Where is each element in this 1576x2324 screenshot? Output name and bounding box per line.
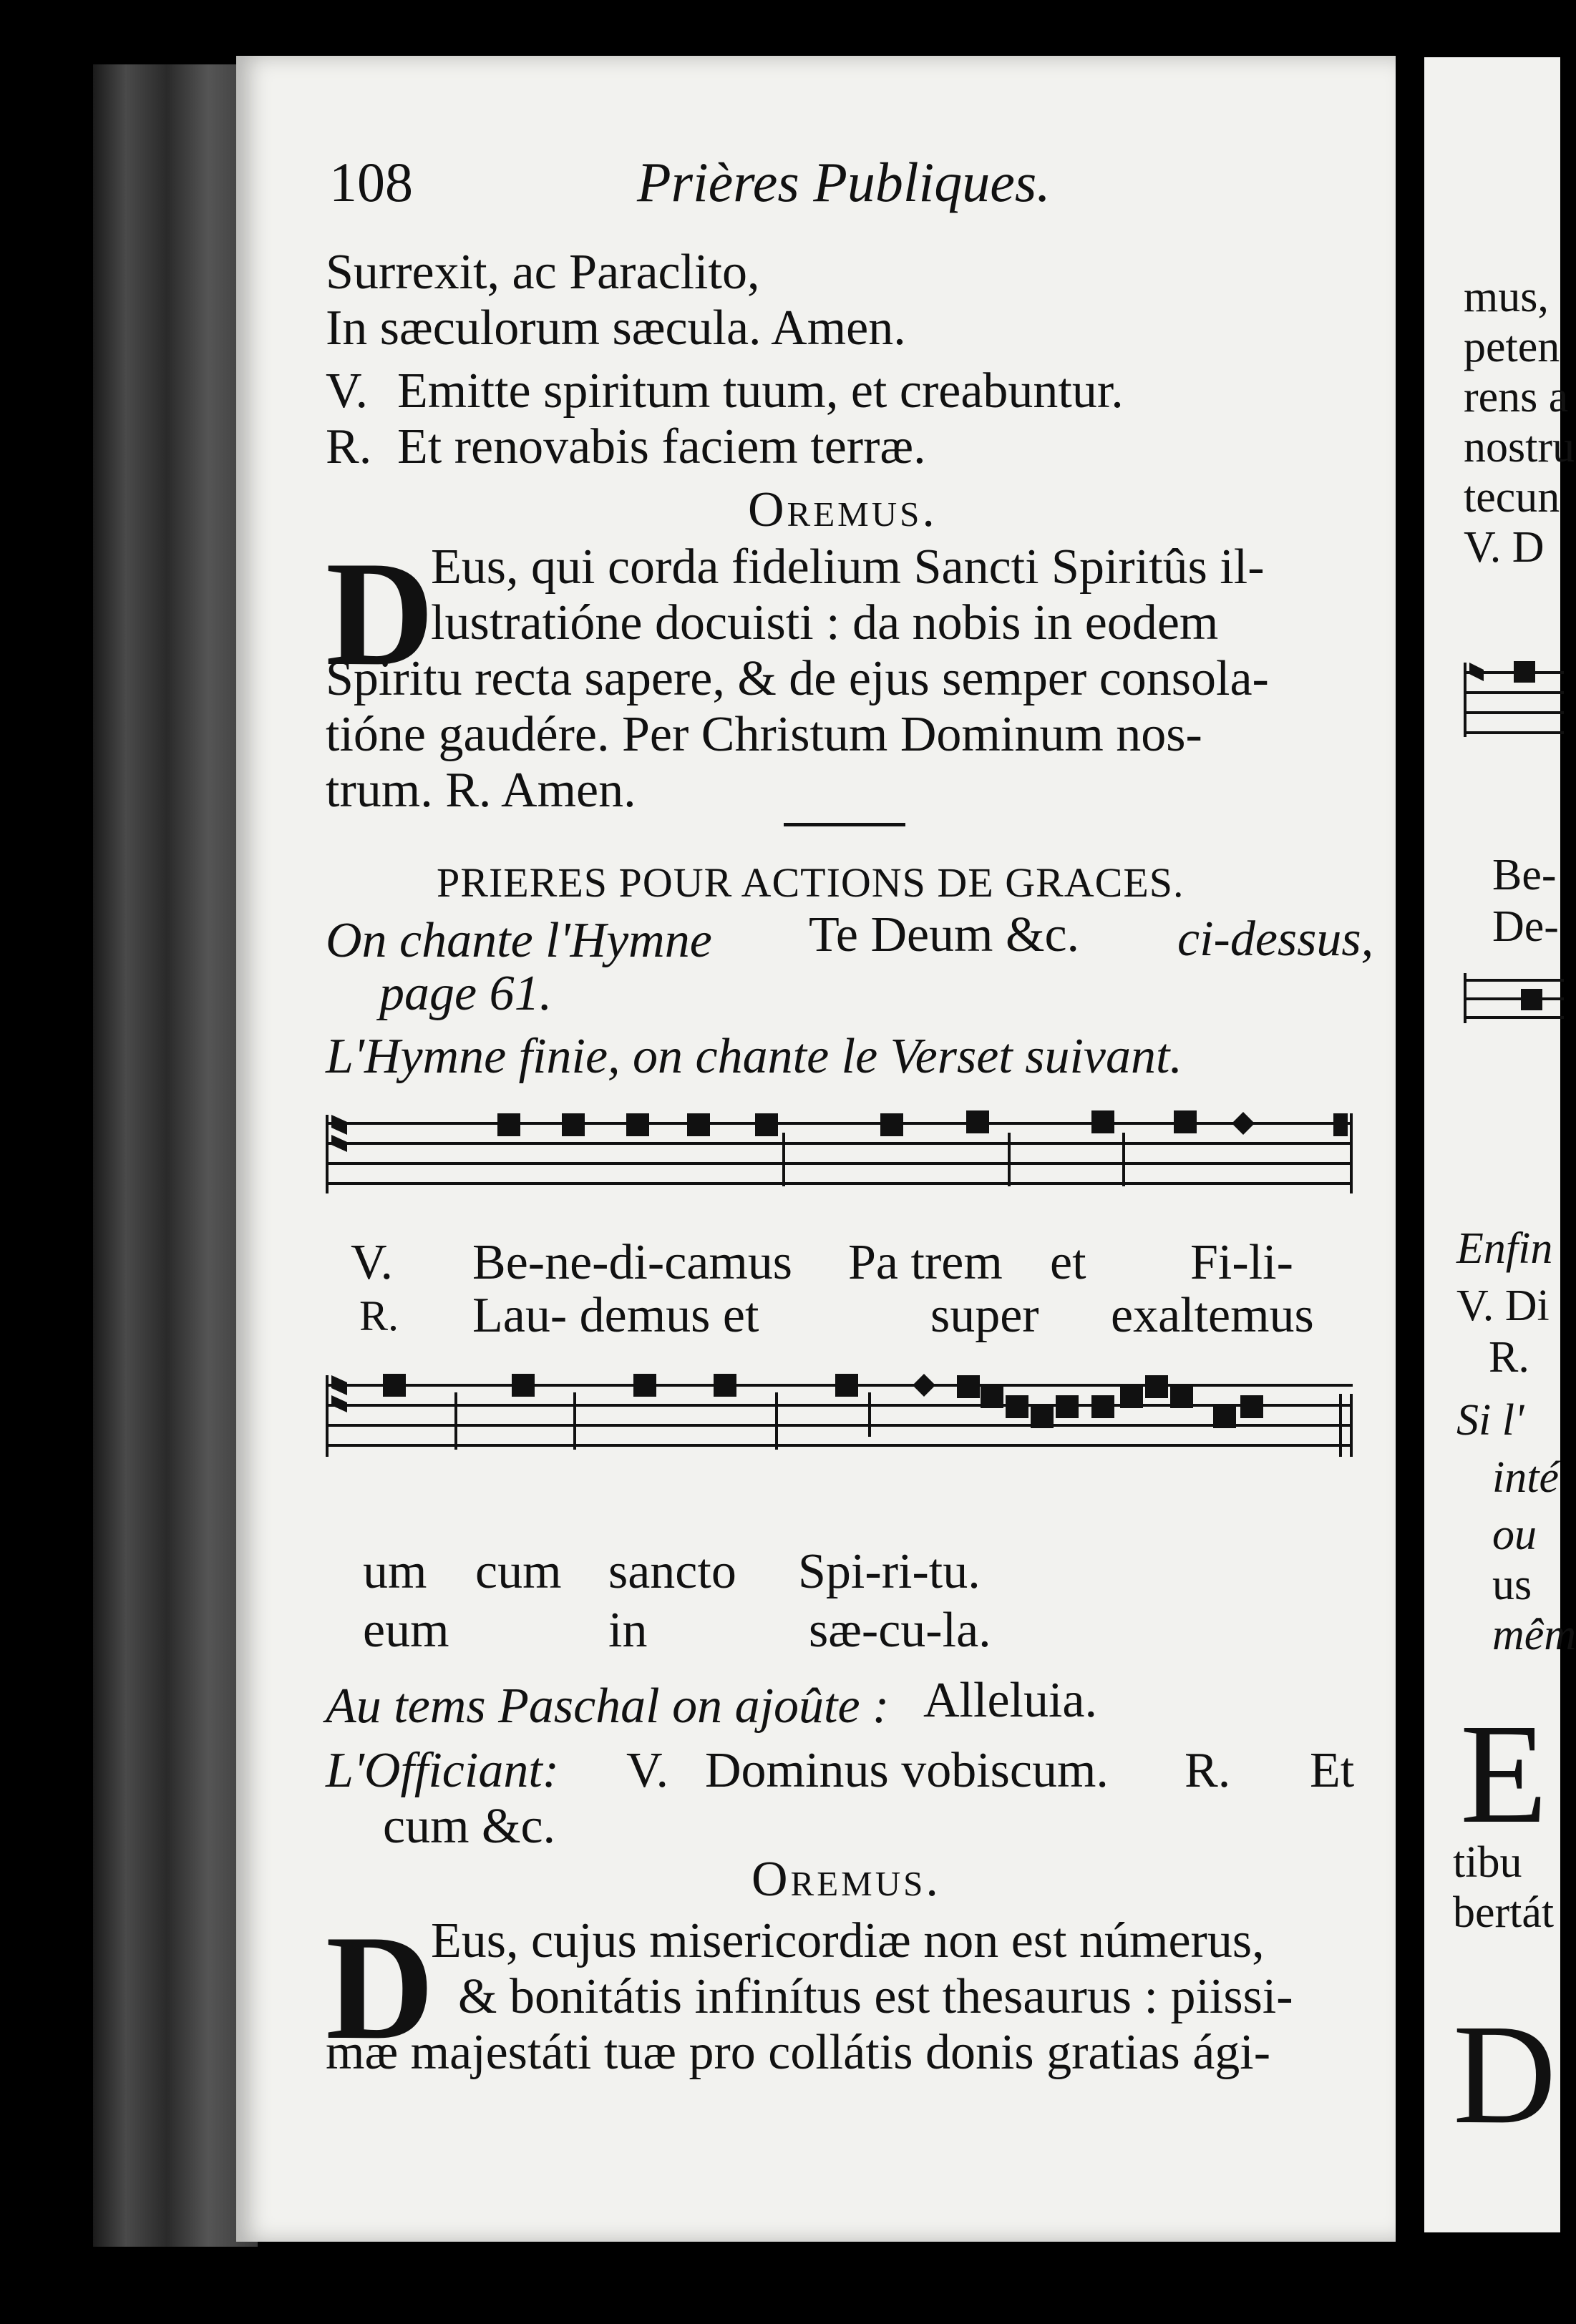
- chant-syllables: super: [930, 1288, 1039, 1343]
- chant-response-mark: R.: [359, 1292, 399, 1339]
- chant-syllables: Be-ne-di-camus: [472, 1235, 793, 1290]
- chant-syllables: sæ-cu-la.: [809, 1603, 991, 1658]
- prayer-line: trum. R. Amen.: [326, 763, 636, 818]
- chant-syllables: et: [1050, 1235, 1086, 1290]
- response-text: cum &c.: [383, 1799, 556, 1854]
- oremus-heading: Oremus.: [751, 1852, 941, 1907]
- hymn-line: Surrexit, ac Paraclito,: [326, 245, 760, 300]
- instruction-page-ref: page 61.: [379, 966, 553, 1021]
- hymn-line: In sæculorum sæcula. Amen.: [326, 301, 906, 356]
- chant-syllables: eum: [363, 1603, 449, 1658]
- prayer-line: mæ majestáti tuæ pro collátis donis gratias ági-: [326, 2025, 1271, 2080]
- section-title: PRIERES POUR ACTIONS DE GRACES.: [437, 859, 1185, 906]
- next-page-text: bertát: [1453, 1888, 1555, 1937]
- prayer-line: Eus, cujus misericordiæ non est númerus,: [431, 1913, 1265, 1968]
- next-page-drop-cap: D: [1453, 1996, 1557, 2154]
- chant-syllables: um: [363, 1544, 427, 1599]
- chant-syllables: exaltemus: [1111, 1288, 1314, 1343]
- chant-versicle-mark: V.: [351, 1235, 394, 1290]
- next-page-text: mêm: [1492, 1611, 1576, 1659]
- instruction-text: On chante l'Hymne: [326, 913, 712, 968]
- next-page-text: us: [1492, 1561, 1532, 1609]
- next-page-text: Si l': [1456, 1396, 1524, 1445]
- response-mark: R.: [1185, 1743, 1231, 1798]
- next-page-text: ou: [1492, 1510, 1537, 1559]
- chant-staff: [326, 1365, 1356, 1473]
- instruction-text: ci-dessus,: [1177, 912, 1374, 967]
- next-page-chant-text: Be-: [1492, 851, 1557, 899]
- next-page-staff: [1464, 651, 1564, 744]
- chant-syllables: Lau- demus et: [472, 1288, 759, 1343]
- prayer-line: lustratióne docuisti : da nobis in eodem: [431, 595, 1219, 650]
- next-page-chant-text: De-: [1492, 902, 1559, 951]
- drop-cap: D: [326, 531, 434, 697]
- book-page-right: [1424, 57, 1576, 2232]
- next-page-text: tibu: [1453, 1838, 1522, 1887]
- section-divider: [784, 823, 905, 826]
- next-page-text: mus,: [1464, 273, 1549, 321]
- chant-staff: [326, 1108, 1356, 1208]
- versicle-text: Dominus vobiscum.: [705, 1743, 1109, 1798]
- response-mark: R.: [326, 419, 372, 474]
- next-page-drop-cap: E: [1460, 1695, 1548, 1853]
- next-page-text: inté: [1492, 1453, 1559, 1502]
- response-text: Et: [1310, 1743, 1355, 1798]
- chant-syllables: Spi-ri-tu.: [798, 1544, 981, 1599]
- instruction-hymn-name: Te Deum &c.: [809, 907, 1080, 962]
- drop-cap: D: [326, 1905, 434, 2071]
- next-page-text: rens a: [1464, 373, 1569, 421]
- chant-syllables: Fi-li-: [1190, 1235, 1293, 1290]
- versicle-mark: V.: [626, 1743, 669, 1798]
- next-page-text: V. Di: [1456, 1281, 1550, 1330]
- chant-syllables: cum: [475, 1544, 562, 1599]
- response-text: Et renovabis faciem terræ.: [397, 419, 926, 474]
- versicle-mark: V.: [326, 363, 369, 419]
- running-title: Prières Publiques.: [637, 151, 1051, 213]
- chant-syllables: sancto: [608, 1544, 736, 1599]
- book-edge: [93, 64, 258, 2247]
- prayer-line: tióne gaudére. Per Christum Dominum nos-: [326, 707, 1202, 762]
- next-page-text: tecun: [1464, 473, 1560, 522]
- book-page-left: [236, 56, 1396, 2242]
- next-page-text: V. D: [1464, 523, 1545, 572]
- prayer-line: Eus, qui corda fidelium Sancti Spiritûs il-: [431, 540, 1265, 595]
- versicle-text: Emitte spiritum tuum, et creabuntur.: [397, 363, 1124, 419]
- page-number: 108: [329, 151, 413, 213]
- rubric-alleluia: Alleluia.: [923, 1673, 1097, 1728]
- oremus-heading: Oremus.: [748, 482, 938, 537]
- next-page-text: R.: [1489, 1333, 1529, 1382]
- prayer-line: & bonitátis infinítus est thesaurus : piissi-: [458, 1969, 1293, 2024]
- instruction-text: L'Hymne finie, on chante le Verset suivant.: [326, 1029, 1182, 1084]
- next-page-text: peten: [1464, 323, 1560, 371]
- rubric-text: Au tems Paschal on ajoûte :: [326, 1679, 890, 1734]
- prayer-line: Spiritu recta sapere, & de ejus semper consola-: [326, 651, 1269, 706]
- rubric-text: L'Officiant:: [326, 1743, 560, 1798]
- chant-syllables: Pa trem: [848, 1235, 1003, 1290]
- next-page-text: Enfin: [1456, 1224, 1553, 1273]
- next-page-staff: [1464, 909, 1564, 1038]
- next-page-text: nostru: [1464, 423, 1575, 472]
- chant-syllables: in: [608, 1603, 648, 1658]
